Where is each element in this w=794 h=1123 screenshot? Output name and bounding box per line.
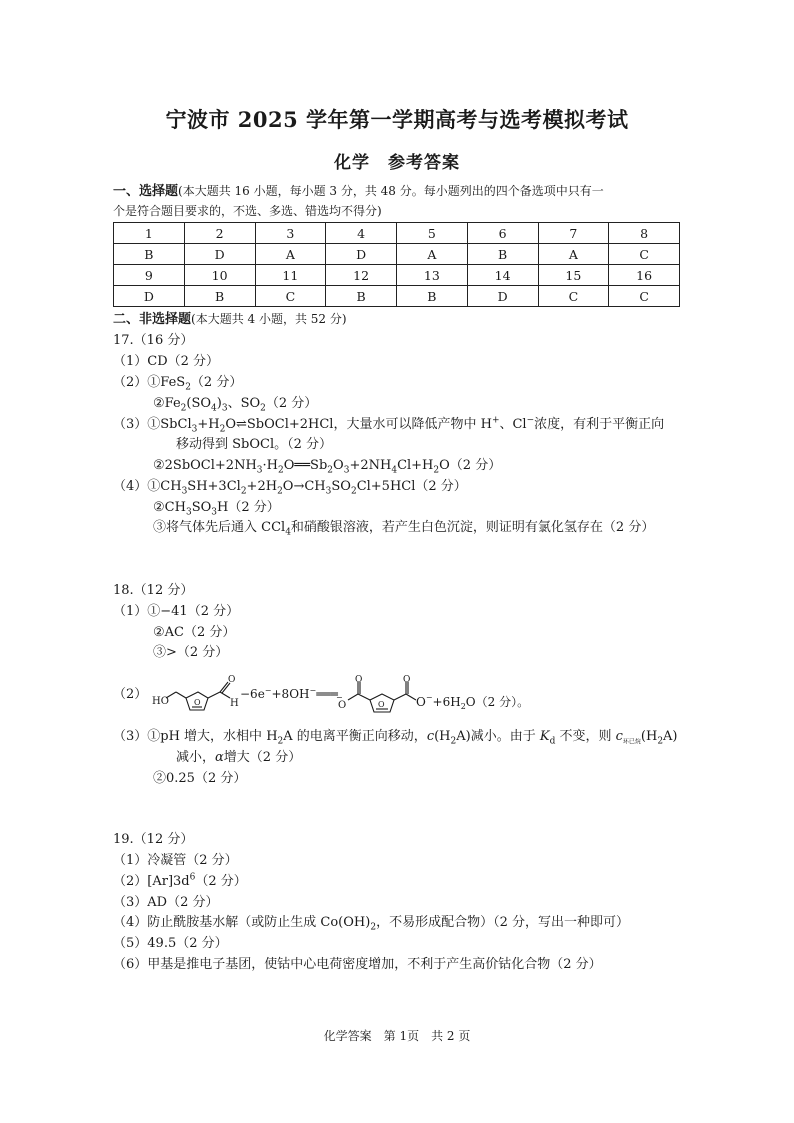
text: 3 (343, 465, 350, 476)
table-row (114, 286, 680, 307)
bond (358, 694, 370, 700)
table-cell: 8 (609, 223, 680, 244)
table-cell: 2 (184, 223, 255, 244)
section2-desc: (本大题共 4 小题，共 52 分) (191, 312, 347, 326)
q17-a3-1 (113, 416, 664, 434)
q18-a3-2: ②0.25（2 分） (153, 771, 247, 786)
aldehyde-h: H (230, 698, 239, 709)
q18-a3-1-cont (176, 749, 301, 767)
table-cell: 1 (114, 223, 185, 244)
answer-table (113, 222, 680, 307)
text: 2 (327, 465, 334, 476)
bond (406, 694, 416, 700)
text: 2 (370, 922, 377, 933)
text: 2 (180, 403, 187, 414)
reagents (240, 686, 339, 701)
q18-title: 18.（12 分） (113, 583, 194, 598)
table-cell: A (397, 244, 468, 265)
text: K (539, 729, 550, 744)
text: （2 分） (195, 874, 247, 889)
table-cell: 13 (397, 265, 468, 286)
bond (394, 694, 406, 700)
text: 环已烷 (622, 738, 641, 746)
text: A) (663, 729, 678, 744)
page-title: 宁波市 2025 学年第一学期高考与选考模拟考试 (165, 107, 629, 132)
section2-heading: 二、非选择题 (113, 312, 192, 327)
text: O (416, 695, 426, 709)
text: + (491, 415, 500, 426)
q17-a3-1-cont: 移动得到 SbOCl。（2 分） (176, 437, 333, 452)
q19-title: 19.（12 分） (113, 832, 194, 847)
q18-a3-1 (113, 728, 678, 746)
text: 不变，则 (555, 729, 616, 744)
text: O（2 分） (439, 458, 502, 473)
q17-a4-1 (113, 478, 467, 496)
text: 4 (391, 465, 398, 476)
text: ②2SbOCl+2NH (153, 458, 257, 473)
text: （4）防止酰胺基水解（或防止生成 Co(OH) (113, 915, 371, 930)
text: (SO (186, 396, 212, 411)
text: （2 分） (265, 396, 318, 411)
section1-heading-line (113, 182, 604, 201)
section1-desc2: 个是符合题目要求的，不选、多选、错选均不得分) (113, 204, 382, 218)
bond (348, 694, 358, 700)
text: − (264, 686, 272, 695)
text: A 的电离平衡正向移动， (283, 729, 427, 744)
q19-a3: （3）AD（2 分） (113, 895, 219, 910)
ring-o-2: O (378, 700, 385, 709)
text: (H (434, 729, 451, 744)
table-cell: B (184, 286, 255, 307)
q19-a1: （1）冷凝管（2 分） (113, 853, 238, 868)
section2-heading-line (113, 310, 347, 329)
ho-label: HO (152, 696, 169, 707)
text: −6e (240, 687, 265, 701)
bond (220, 692, 230, 698)
table-cell: 7 (538, 223, 609, 244)
carboxylate-o-1: O (338, 700, 347, 711)
text: 2 (219, 424, 226, 435)
carbonyl-o-2: O (403, 675, 411, 685)
text: 2 (433, 465, 440, 476)
text: ) (216, 396, 222, 411)
text: （2）①FeS (113, 375, 186, 390)
table-cell: B (114, 244, 185, 265)
text: 2 (240, 486, 247, 497)
text: O⇌SbOCl+2HCl，大量水可以降低产物中 H (225, 417, 492, 432)
page-footer: 化学答案 第 1页 共 2 页 (323, 1029, 471, 1043)
text: 、Cl (499, 417, 527, 432)
text: α (215, 750, 224, 765)
text: ②CH (153, 500, 186, 515)
text: − (526, 415, 535, 426)
text: 2 (278, 465, 284, 476)
text: Cl+5HCl（2 分） (356, 479, 467, 494)
table-cell: A (538, 244, 609, 265)
text: ，不易形成配合物）（2 分，写出一种即可） (376, 915, 629, 930)
table-cell: A (255, 244, 326, 265)
text: +H (197, 417, 220, 432)
ring-o-1: O (194, 698, 201, 707)
product-tail (416, 693, 529, 711)
text: (H (640, 729, 658, 744)
q17-a2-1 (113, 374, 242, 392)
text: d (549, 736, 556, 747)
text: c (426, 729, 435, 744)
text: 浓度，有利于平衡正向 (534, 417, 665, 432)
text: +8OH (271, 687, 310, 701)
text: SH+3Cl (187, 479, 241, 494)
q19-a4 (113, 914, 629, 932)
table-cell: 15 (538, 265, 609, 286)
aldehyde-o: O (228, 675, 236, 685)
text: 3 (185, 507, 192, 518)
table-cell: D (326, 244, 397, 265)
text: ②Fe (153, 396, 181, 411)
text: SO (191, 500, 212, 515)
q18-a2-label: （2） (113, 687, 148, 702)
text: 、SO (227, 396, 261, 411)
bond (208, 692, 220, 698)
text: 2 (185, 382, 191, 393)
text: +6H (432, 695, 461, 709)
text: 2 (657, 736, 664, 747)
section1-desc1: (本大题共 16 小题，每小题 3 分，共 48 分。每小题列出的四个备选项中只有一 (178, 184, 604, 198)
q17-a2-2 (153, 395, 317, 413)
text: H（2 分） (217, 500, 280, 515)
q18-a1-2: ②AC（2 分） (153, 625, 236, 640)
table-row (114, 244, 680, 265)
text: O→CH (282, 479, 326, 494)
table-cell: 16 (609, 265, 680, 286)
q17-a3-2 (153, 457, 501, 475)
text: 2 (350, 486, 357, 497)
text: 和硝酸银溶液，若产生白色沉淀，则证明有氯化氢存在（2 分） (290, 520, 655, 535)
carbonyl-o-1: O (355, 675, 363, 685)
table-cell: C (255, 286, 326, 307)
table-cell: C (538, 286, 609, 307)
text: 6 (189, 872, 196, 883)
table-cell: 11 (255, 265, 326, 286)
table-cell: D (184, 244, 255, 265)
text: 3 (221, 403, 228, 414)
table-cell: 9 (114, 265, 185, 286)
text: 3 (191, 424, 198, 435)
q19-a5: （5）49.5（2 分） (113, 936, 228, 951)
text: 3 (211, 507, 217, 518)
text: （4）①CH (113, 479, 182, 494)
page-subtitle: 化学 参考答案 (334, 153, 460, 173)
text: Cl+H (397, 458, 434, 473)
text: 3 (181, 486, 188, 497)
text: 2 (460, 702, 466, 711)
text: 3 (256, 465, 263, 476)
table-cell: B (397, 286, 468, 307)
text: 增大（2 分） (223, 750, 302, 765)
text: 2 (277, 736, 284, 747)
table-cell: 12 (326, 265, 397, 286)
text: 2 (277, 486, 283, 497)
text: （3）①SbCl (113, 417, 192, 432)
furan-reaction-equation (148, 674, 548, 722)
q17-a1: （1）CD（2 分） (113, 354, 220, 369)
text: ·H (262, 458, 279, 473)
table-cell: 10 (184, 265, 255, 286)
text: 减小， (176, 750, 216, 765)
text: （2）[Ar]3d (113, 874, 190, 889)
q19-a2 (113, 873, 247, 891)
q18-a1-3: ③>（2 分） (153, 645, 229, 660)
text: 2 (450, 736, 457, 747)
text: SO (331, 479, 351, 494)
q17-title: 17.（16 分） (113, 333, 194, 348)
table-cell: 4 (326, 223, 397, 244)
text: − (309, 686, 317, 695)
text: 3 (325, 486, 332, 497)
table-cell: B (467, 244, 538, 265)
text: 2 (260, 403, 266, 414)
table-cell: 6 (467, 223, 538, 244)
charge-1: − (336, 693, 343, 702)
table-cell: C (609, 244, 680, 265)
text: （3）①pH 增大，水相中 H (113, 729, 278, 744)
table-cell: 5 (397, 223, 468, 244)
text: 4 (285, 527, 291, 538)
q17-a4-2 (153, 499, 280, 517)
table-cell: 3 (255, 223, 326, 244)
text: ③将气体先后通入 CCl (153, 520, 286, 535)
table-cell: D (114, 286, 185, 307)
table-cell: B (326, 286, 397, 307)
section1-heading: 一、选择题 (113, 184, 179, 199)
text: +2NH (349, 458, 392, 473)
text: − (425, 693, 433, 702)
table-cell: D (467, 286, 538, 307)
text: （2 分） (190, 375, 243, 390)
text: 4 (211, 403, 217, 414)
table-row (114, 265, 680, 286)
text: O══Sb (283, 458, 328, 473)
text: A)减小。由于 (456, 729, 540, 744)
q18-a1-1: （1）①−41（2 分） (113, 604, 240, 619)
table-row (114, 223, 680, 244)
text: ═══ (316, 687, 338, 701)
text: O（2 分）。 (465, 695, 530, 709)
text: +2H (246, 479, 278, 494)
bond (176, 692, 186, 698)
table-cell: C (609, 286, 680, 307)
q17-a4-3 (153, 519, 654, 537)
text: O (333, 458, 344, 473)
q19-a6: （6）甲基是推电子基团，使钴中心电荷密度增加，不利于产生高价钴化合物（2 分） (113, 957, 602, 972)
table-cell: 14 (467, 265, 538, 286)
text: c (615, 729, 623, 744)
